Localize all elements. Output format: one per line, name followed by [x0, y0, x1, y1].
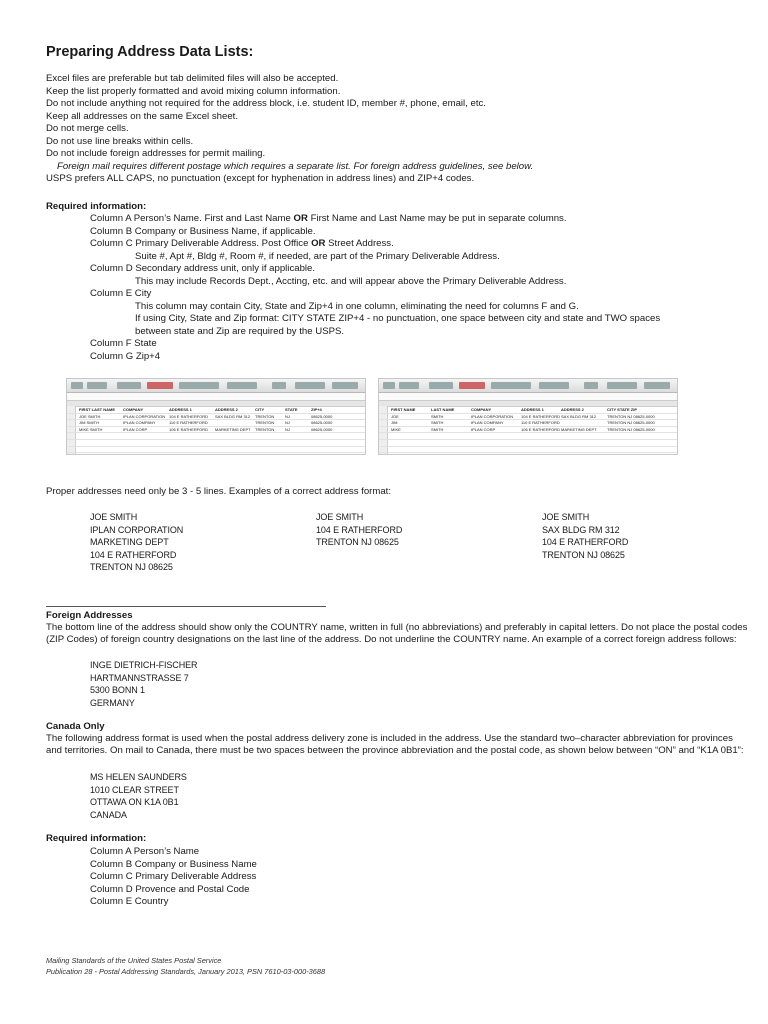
address-line: JOE SMITH: [316, 512, 364, 522]
formula-bar: [379, 393, 677, 401]
column-d-sub: This may include Records Dept., Accting, etc. and will appear above the Primary Deliverable Address.: [135, 275, 567, 287]
address-line: OTTAWA ON K1A 0B1: [90, 797, 179, 807]
address-line: MARKETING DEPT: [90, 537, 169, 547]
column-e-sub: between state and Zip are required by the USPS.: [135, 325, 345, 337]
table-cell: 106 E RATHERFORD: [169, 426, 209, 432]
address-line: INGE DIETRICH-FISCHER: [90, 660, 198, 670]
table-header-cell: STATE: [285, 407, 298, 412]
table-cell: TRENTON NJ 08625-0000: [607, 426, 655, 432]
table-cell: IPLAN COMPANY: [123, 420, 156, 426]
table-cell: JOE: [391, 413, 399, 419]
column-c: Column C Primary Deliverable Address. Post Office OR Street Address.: [90, 238, 394, 249]
table-cell: NJ: [285, 420, 290, 426]
table-header-cell: FIRST NAME: [391, 407, 416, 412]
table-row: [379, 440, 677, 447]
column-item: Column C Primary Deliverable Address: [90, 871, 257, 882]
foreign-address-example: [90, 659, 197, 709]
address-line: 104 E RATHERFORD: [316, 524, 403, 535]
column-e-sub: This column may contain City, State and Zip+4 in one column, eliminating the need for columns F and G.: [135, 300, 579, 312]
table-cell: SAX BLDG RM 312: [561, 413, 597, 419]
table-row: [67, 433, 365, 440]
foreign-text: The bottom line of the address should show only the COUNTRY name, written in full (no abbreviations) and preferably in capital letters. Do not place the postal codes: [46, 622, 748, 633]
column-a: Column A Person’s Name. First and Last Name OR First Name and Last Name may be put in separate columns.: [90, 213, 567, 224]
intro-line: Do not include foreign addresses for permit mailing.: [46, 148, 266, 159]
table-cell: SMITH: [431, 426, 444, 432]
foreign-heading: Foreign Addresses: [46, 610, 133, 621]
table-cell: TRENTON: [255, 420, 275, 426]
canada-address-example: [90, 771, 187, 821]
required-heading-2: Required information:: [46, 833, 147, 844]
column-c-sub: Suite #, Apt #, Bldg #, Room #, if needed, are part of the Primary Deliverable Address.: [135, 250, 500, 262]
spreadsheet-screenshot-right: [378, 378, 678, 455]
address-line: 5300 BONN 1: [90, 685, 145, 695]
usps-caps-note: USPS prefers ALL CAPS, no punctuation (except for hyphenation in address lines) and ZIP+4 codes.: [46, 173, 475, 184]
table-cell: 104 E RATHERFORD: [169, 413, 209, 419]
table-row: [67, 440, 365, 447]
table-cell: 08625-0000: [311, 426, 333, 432]
intro-list: [46, 73, 533, 186]
column-d: Column D Secondary address unit, only if applicable.: [90, 263, 316, 274]
table-cell: 110 E RATHERFORD: [521, 420, 560, 426]
spreadsheet-toolbar: [67, 379, 365, 393]
column-e: Column E City: [90, 288, 152, 299]
intro-line: Excel files are preferable but tab delimited files will also be accepted.: [46, 73, 339, 84]
table-row: [379, 433, 677, 440]
intro-line: Do not include anything not required for the address block, i.e. student ID, member #, phone, email, etc.: [46, 98, 486, 109]
table-cell: SMITH: [431, 420, 444, 426]
table-cell: 08625-0000: [311, 413, 333, 419]
table-cell: 110 E RATHERFORD: [169, 420, 208, 426]
address-line: 1010 CLEAR STREET: [90, 784, 179, 795]
table-row: [67, 414, 365, 421]
canada-text: The following address format is used when the postal address delivery zone is included in the address. Use the standard two–character abbreviation for provinces: [46, 733, 733, 744]
footer-line: Mailing Standards of the United States Postal Service: [46, 956, 222, 965]
table-cell: IPLAN CORP: [471, 426, 496, 432]
table-row: [67, 407, 365, 414]
canada-heading: Canada Only: [46, 721, 105, 732]
table-cell: NJ: [285, 413, 290, 419]
address-example-3: [542, 511, 628, 561]
address-line: MS HELEN SAUNDERS: [90, 772, 187, 782]
address-line: JOE SMITH: [542, 512, 590, 522]
table-header-cell: COMPANY: [123, 407, 144, 412]
table-cell: IPLAN CORP: [123, 426, 148, 432]
address-example-1: [90, 511, 183, 574]
table-header-cell: LAST NAME: [431, 407, 455, 412]
table-cell: SAX BLDG RM 312: [215, 413, 251, 419]
columns-list: [90, 213, 660, 363]
table-header-cell: ZIP+4: [311, 407, 322, 412]
column-item: Column A Person’s Name: [90, 846, 200, 857]
address-line: HARTMANNSTRASSE 7: [90, 672, 189, 683]
column-f: Column F State: [90, 338, 157, 349]
address-line: GERMANY: [90, 697, 135, 708]
table-cell: 08625-0000: [311, 420, 333, 426]
table-header-cell: COMPANY: [471, 407, 492, 412]
foreign-text: (ZIP Codes) of foreign country designations on the last line of the address. Do not underline the COUNTRY name. An example of a correct foreign address follows:: [46, 634, 737, 645]
address-line: TRENTON NJ 08625: [90, 562, 173, 572]
required-heading: Required information:: [46, 201, 147, 212]
table-cell: TRENTON: [255, 426, 275, 432]
footer-line: Publication 28 - Postal Addressing Standards, January 2013, PSN 7610-03-000-3688: [46, 967, 326, 976]
table-cell: IPLAN CORPORATION: [123, 413, 166, 419]
column-item: Column E Country: [90, 896, 169, 907]
table-cell: MIKE SMITH: [79, 426, 103, 432]
table-cell: JIM: [391, 420, 398, 426]
table-header-cell: CITY: [255, 407, 265, 412]
table-header-cell: FIRST LAST NAME: [79, 407, 115, 412]
address-line: JOE SMITH: [90, 512, 138, 522]
address-line: SAX BLDG RM 312: [542, 524, 620, 535]
address-line: 104 E RATHERFORD: [90, 549, 177, 560]
table-cell: 106 E RATHERFORD: [521, 426, 561, 432]
table-cell: JIM SMITH: [79, 420, 99, 426]
column-g: Column G Zip+4: [90, 350, 161, 362]
address-line: IPLAN CORPORATION: [90, 524, 184, 535]
table-cell: TRENTON NJ 08625-0000: [607, 413, 655, 419]
spreadsheet-screenshot-left: [66, 378, 366, 455]
columns-list-2: [90, 846, 257, 909]
table-cell: IPLAN COMPANY: [471, 420, 504, 426]
address-line: CANADA: [90, 809, 127, 820]
table-row: [379, 414, 677, 421]
table-row: [67, 427, 365, 434]
table-cell: TRENTON: [255, 413, 275, 419]
table-cell: JOE SMITH: [79, 413, 101, 419]
table-cell: MIKE: [391, 426, 401, 432]
intro-line: Do not use line breaks within cells.: [46, 135, 194, 147]
table-header-cell: ADDRESS 1: [521, 407, 544, 412]
address-example-2: [316, 511, 402, 549]
table-cell: TRENTON NJ 08625-0000: [607, 420, 655, 426]
table-cell: 104 E RATHERFORD: [521, 413, 561, 419]
column-e-sub: If using City, State and Zip format: CITY STATE ZIP+4 - no punctuation, one space between city and state and TWO spaces: [135, 313, 661, 324]
table-cell: NJ: [285, 426, 290, 432]
intro-line: Keep the list properly formatted and avoid mixing column information.: [46, 85, 341, 97]
canada-text: and territories. On mail to Canada, there must be two spaces between the province abbreviation and the postal code, as shown below between “ON” and “K1A 0B1”:: [46, 745, 744, 756]
proper-addresses-intro: Proper addresses need only be 3 - 5 lines. Examples of a correct address format:: [46, 486, 392, 497]
column-item: Column B Company or Business Name: [90, 858, 257, 870]
table-header-cell: ADDRESS 2: [561, 407, 584, 412]
table-cell: IPLAN CORPORATION: [471, 413, 514, 419]
table-cell: MARKETING DEPT: [561, 426, 597, 432]
column-b: Column B Company or Business Name, if applicable.: [90, 225, 316, 237]
table-row: [67, 420, 365, 427]
page-title: Preparing Address Data Lists:: [46, 44, 254, 60]
table-row: [67, 447, 365, 454]
address-line: 104 E RATHERFORD: [542, 537, 629, 547]
table-row: [379, 420, 677, 427]
table-cell: MARKETING DEPT: [215, 426, 251, 432]
intro-line: Do not merge cells.: [46, 123, 129, 134]
table-row: [379, 427, 677, 434]
table-row: [379, 407, 677, 414]
table-row: [379, 447, 677, 454]
address-line: TRENTON NJ 08625: [316, 537, 399, 547]
foreign-mail-note: Foreign mail requires different postage which requires a separate list. For foreign address guidelines, see below.: [57, 160, 534, 172]
table-header-cell: ADDRESS 2: [215, 407, 238, 412]
table-header-cell: ADDRESS 1: [169, 407, 192, 412]
spreadsheet-toolbar: [379, 379, 677, 393]
table-cell: SMITH: [431, 413, 444, 419]
section-divider: [46, 606, 326, 607]
formula-bar: [67, 393, 365, 401]
address-line: TRENTON NJ 08625: [542, 549, 625, 560]
table-header-cell: CITY STATE ZIP: [607, 407, 638, 412]
column-item: Column D Provence and Postal Code: [90, 883, 250, 895]
intro-line: Keep all addresses on the same Excel sheet.: [46, 110, 238, 122]
